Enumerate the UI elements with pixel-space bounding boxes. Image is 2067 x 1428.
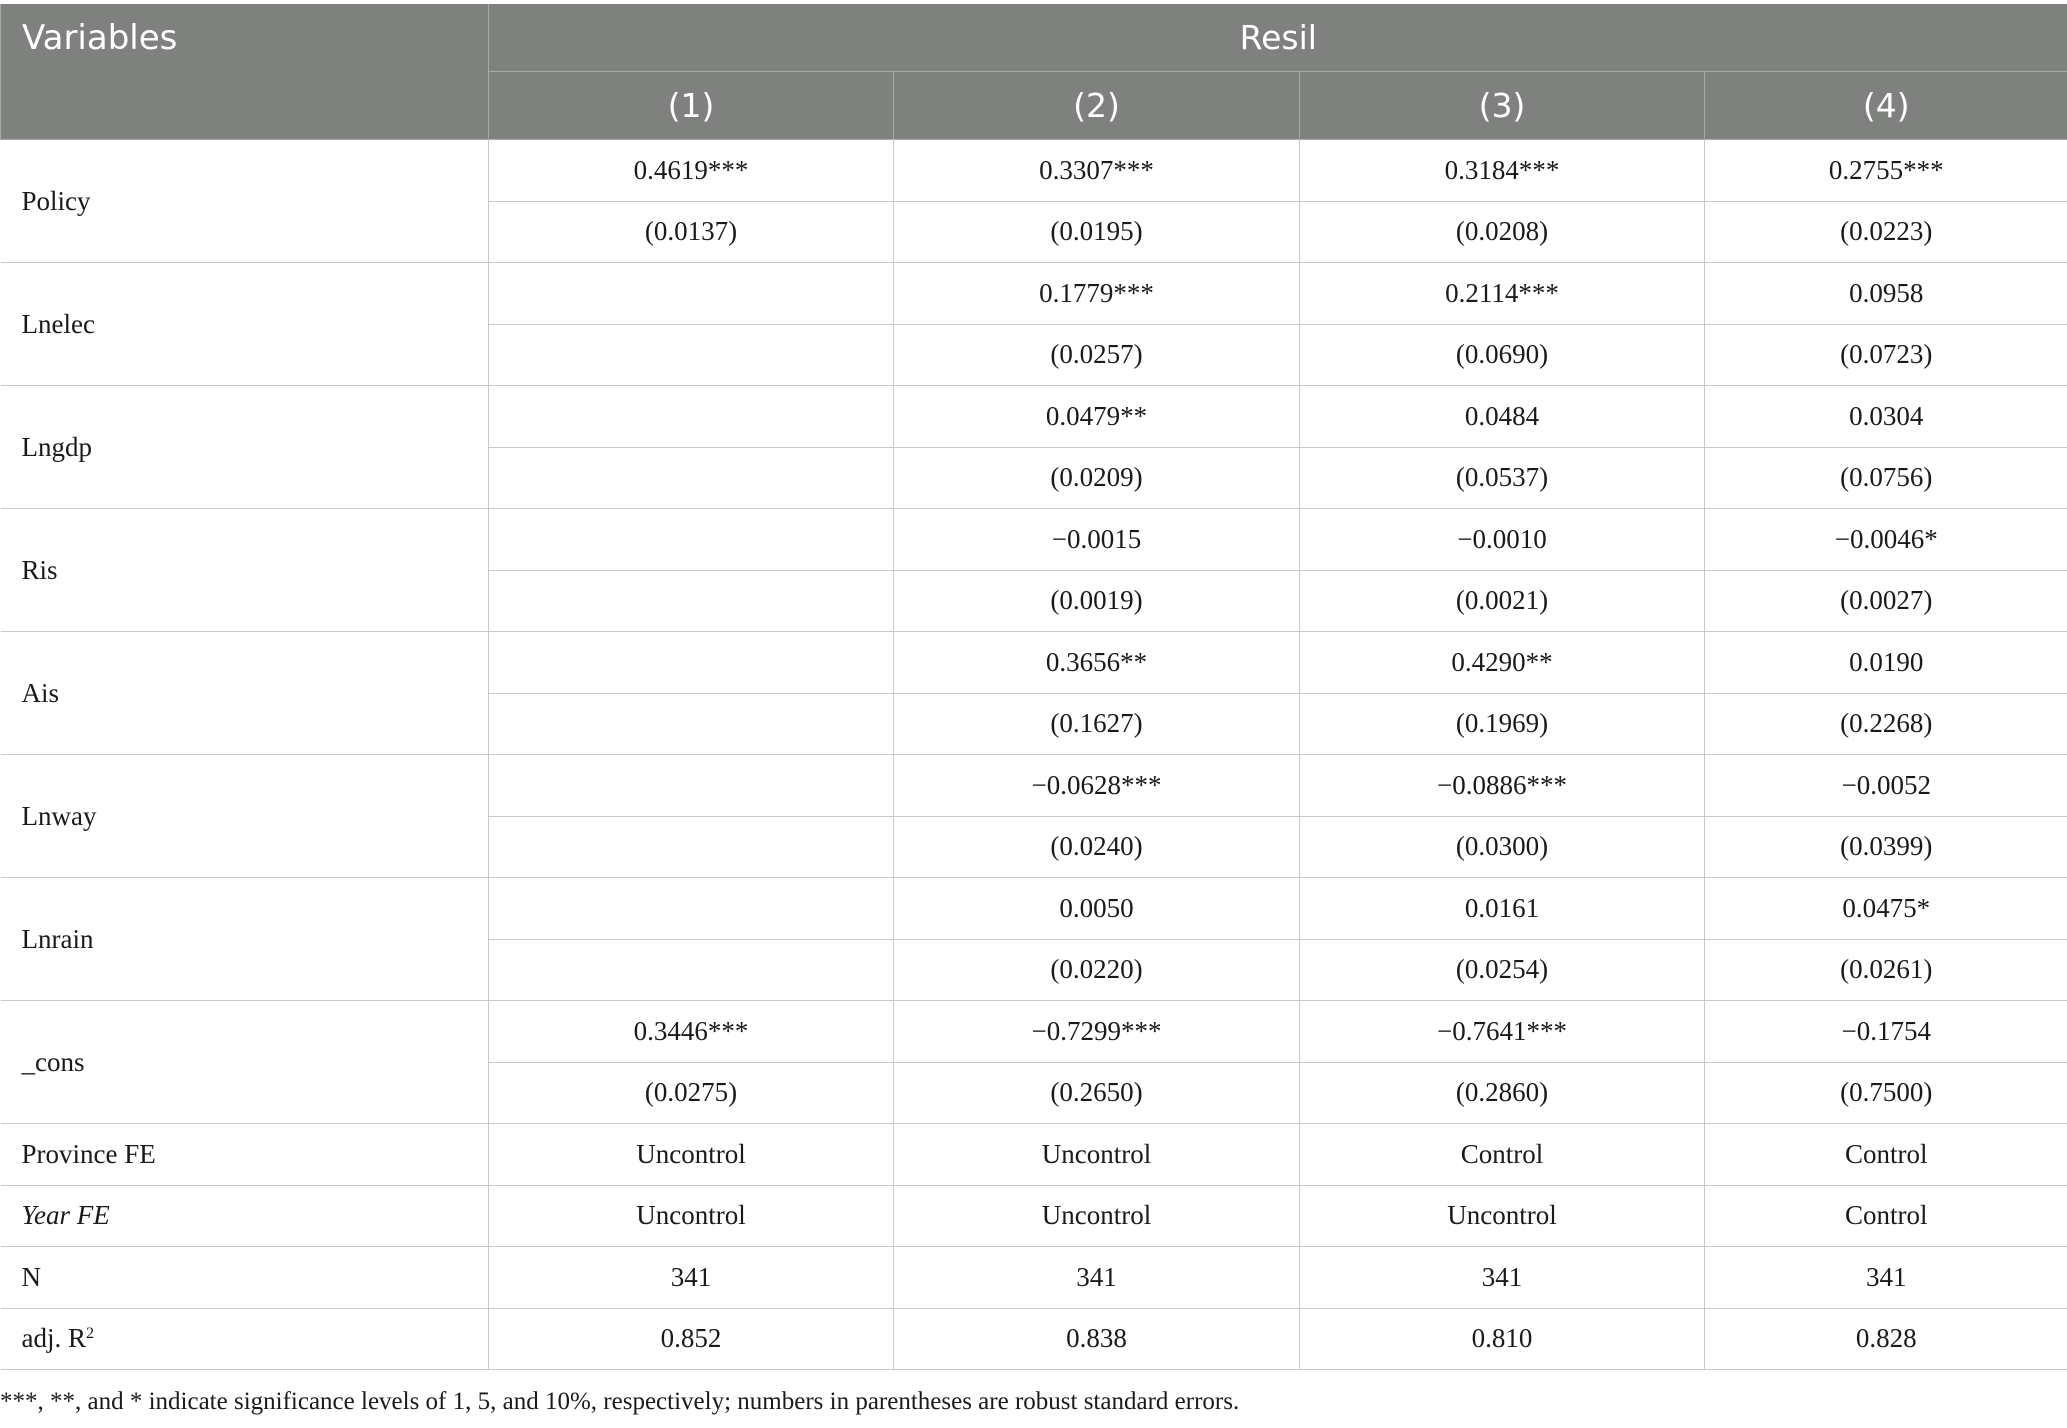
coefficient-cell: −0.7641*** [1300, 1001, 1705, 1063]
column-header-2: (2) [894, 72, 1300, 140]
std-error-cell [489, 939, 894, 1001]
summary-label [1, 1185, 489, 1247]
std-error-cell: (0.0261) [1705, 939, 2067, 1001]
table-row-coefficient [1, 509, 2067, 571]
std-error-cell: (0.0019) [894, 570, 1300, 632]
std-error-cell: (0.0254) [1300, 939, 1705, 1001]
table-row-coefficient [1, 878, 2067, 940]
coefficient-cell: 0.0479** [894, 386, 1300, 448]
std-error-cell: (0.0690) [1300, 324, 1705, 386]
coefficient-cell: −0.0886*** [1300, 755, 1705, 817]
summary-value-cell: 0.838 [894, 1308, 1300, 1370]
table-header [1, 4, 2067, 140]
std-error-cell: (0.0537) [1300, 447, 1705, 509]
coefficient-cell: 0.3307*** [894, 140, 1300, 202]
coefficient-cell: 0.4290** [1300, 632, 1705, 694]
column-header-1: (1) [489, 72, 894, 140]
coefficient-cell: 0.4619*** [489, 140, 894, 202]
summary-value-cell: Control [1300, 1124, 1705, 1186]
std-error-cell: (0.0195) [894, 201, 1300, 263]
coefficient-cell: 0.0190 [1705, 632, 2067, 694]
variable-name: Ris [1, 509, 489, 632]
summary-value-cell: Control [1705, 1185, 2067, 1247]
std-error-cell: (0.0756) [1705, 447, 2067, 509]
coefficient-cell: −0.0046* [1705, 509, 2067, 571]
coefficient-cell: −0.0010 [1300, 509, 1705, 571]
summary-value-cell: Uncontrol [894, 1185, 1300, 1247]
variable-name: Lnrain [1, 878, 489, 1001]
coefficient-cell: 0.0161 [1300, 878, 1705, 940]
std-error-cell: (0.0300) [1300, 816, 1705, 878]
variable-name: Policy [1, 140, 489, 263]
variable-name: _cons [1, 1001, 489, 1124]
std-error-cell: (0.0021) [1300, 570, 1705, 632]
table-row-summary [1, 1185, 2067, 1247]
std-error-cell: (0.0208) [1300, 201, 1705, 263]
summary-value-cell: 341 [1300, 1247, 1705, 1309]
dependent-variable-header: Resil [489, 4, 2067, 72]
regression-table [0, 4, 2067, 1370]
std-error-cell: (0.0209) [894, 447, 1300, 509]
std-error-cell: (0.2650) [894, 1062, 1300, 1124]
superscript: 2 [86, 1324, 95, 1343]
std-error-cell: (0.0137) [489, 201, 894, 263]
std-error-cell [489, 816, 894, 878]
summary-label-text: Year FE [21, 1200, 110, 1231]
table-body [1, 140, 2067, 1370]
table-row-coefficient [1, 632, 2067, 694]
coefficient-cell [489, 632, 894, 694]
coefficient-cell [489, 386, 894, 448]
std-error-cell: (0.0399) [1705, 816, 2067, 878]
variable-name: Lnelec [1, 263, 489, 386]
summary-value-cell: Uncontrol [1300, 1185, 1705, 1247]
std-error-cell [489, 570, 894, 632]
summary-label-text: Province FE [21, 1138, 156, 1169]
coefficient-cell: −0.0015 [894, 509, 1300, 571]
std-error-cell: (0.2268) [1705, 693, 2067, 755]
summary-value-cell: Uncontrol [489, 1124, 894, 1186]
coefficient-cell: 0.0958 [1705, 263, 2067, 325]
std-error-cell: (0.0223) [1705, 201, 2067, 263]
summary-value-cell: 341 [1705, 1247, 2067, 1309]
coefficient-cell: 0.3446*** [489, 1001, 894, 1063]
std-error-cell: (0.0027) [1705, 570, 2067, 632]
table-row-coefficient [1, 1001, 2067, 1063]
table-row-summary [1, 1247, 2067, 1309]
std-error-cell [489, 447, 894, 509]
std-error-cell: (0.0723) [1705, 324, 2067, 386]
std-error-cell: (0.0220) [894, 939, 1300, 1001]
summary-label-text: N [21, 1261, 41, 1292]
column-header-4: (4) [1705, 72, 2067, 140]
coefficient-cell: −0.7299*** [894, 1001, 1300, 1063]
std-error-cell: (0.0240) [894, 816, 1300, 878]
summary-label [1, 1247, 489, 1309]
std-error-cell: (0.0257) [894, 324, 1300, 386]
table-row-coefficient [1, 755, 2067, 817]
std-error-cell: (0.7500) [1705, 1062, 2067, 1124]
summary-label [1, 1124, 489, 1186]
coefficient-cell: 0.0484 [1300, 386, 1705, 448]
coefficient-cell: 0.0304 [1705, 386, 2067, 448]
std-error-cell: (0.1969) [1300, 693, 1705, 755]
coefficient-cell [489, 755, 894, 817]
coefficient-cell: 0.0475* [1705, 878, 2067, 940]
coefficient-cell: 0.3656** [894, 632, 1300, 694]
table-footnote: ***, **, and * indicate significance levels of 1, 5, and 10%, respectively; numbers in parentheses are robust standard errors. [0, 1388, 1240, 1415]
summary-value-cell: 0.852 [489, 1308, 894, 1370]
table-row-coefficient [1, 140, 2067, 202]
coefficient-cell: 0.2114*** [1300, 263, 1705, 325]
summary-label [1, 1308, 489, 1370]
std-error-cell: (0.1627) [894, 693, 1300, 755]
coefficient-cell [489, 509, 894, 571]
summary-value-cell: Uncontrol [489, 1185, 894, 1247]
variable-name: Ais [1, 632, 489, 755]
summary-value-cell: 341 [894, 1247, 1300, 1309]
variables-header: Variables [1, 4, 489, 140]
std-error-cell: (0.2860) [1300, 1062, 1705, 1124]
coefficient-cell: 0.2755*** [1705, 140, 2067, 202]
table-row-summary [1, 1308, 2067, 1370]
variable-name: Lnway [1, 755, 489, 878]
coefficient-cell: −0.0628*** [894, 755, 1300, 817]
table-row-summary [1, 1124, 2067, 1186]
table-row-coefficient [1, 263, 2067, 325]
summary-value-cell: 0.828 [1705, 1308, 2067, 1370]
coefficient-cell [489, 263, 894, 325]
column-header-3: (3) [1300, 72, 1705, 140]
std-error-cell: (0.0275) [489, 1062, 894, 1124]
variable-name: Lngdp [1, 386, 489, 509]
std-error-cell [489, 324, 894, 386]
coefficient-cell: −0.0052 [1705, 755, 2067, 817]
summary-value-cell: 0.810 [1300, 1308, 1705, 1370]
coefficient-cell: −0.1754 [1705, 1001, 2067, 1063]
summary-value-cell: 341 [489, 1247, 894, 1309]
summary-value-cell: Uncontrol [894, 1124, 1300, 1186]
std-error-cell [489, 693, 894, 755]
coefficient-cell [489, 878, 894, 940]
coefficient-cell: 0.1779*** [894, 263, 1300, 325]
coefficient-cell: 0.3184*** [1300, 140, 1705, 202]
coefficient-cell: 0.0050 [894, 878, 1300, 940]
summary-value-cell: Control [1705, 1124, 2067, 1186]
summary-label-text: adj. R [21, 1323, 86, 1354]
table-row-coefficient [1, 386, 2067, 448]
